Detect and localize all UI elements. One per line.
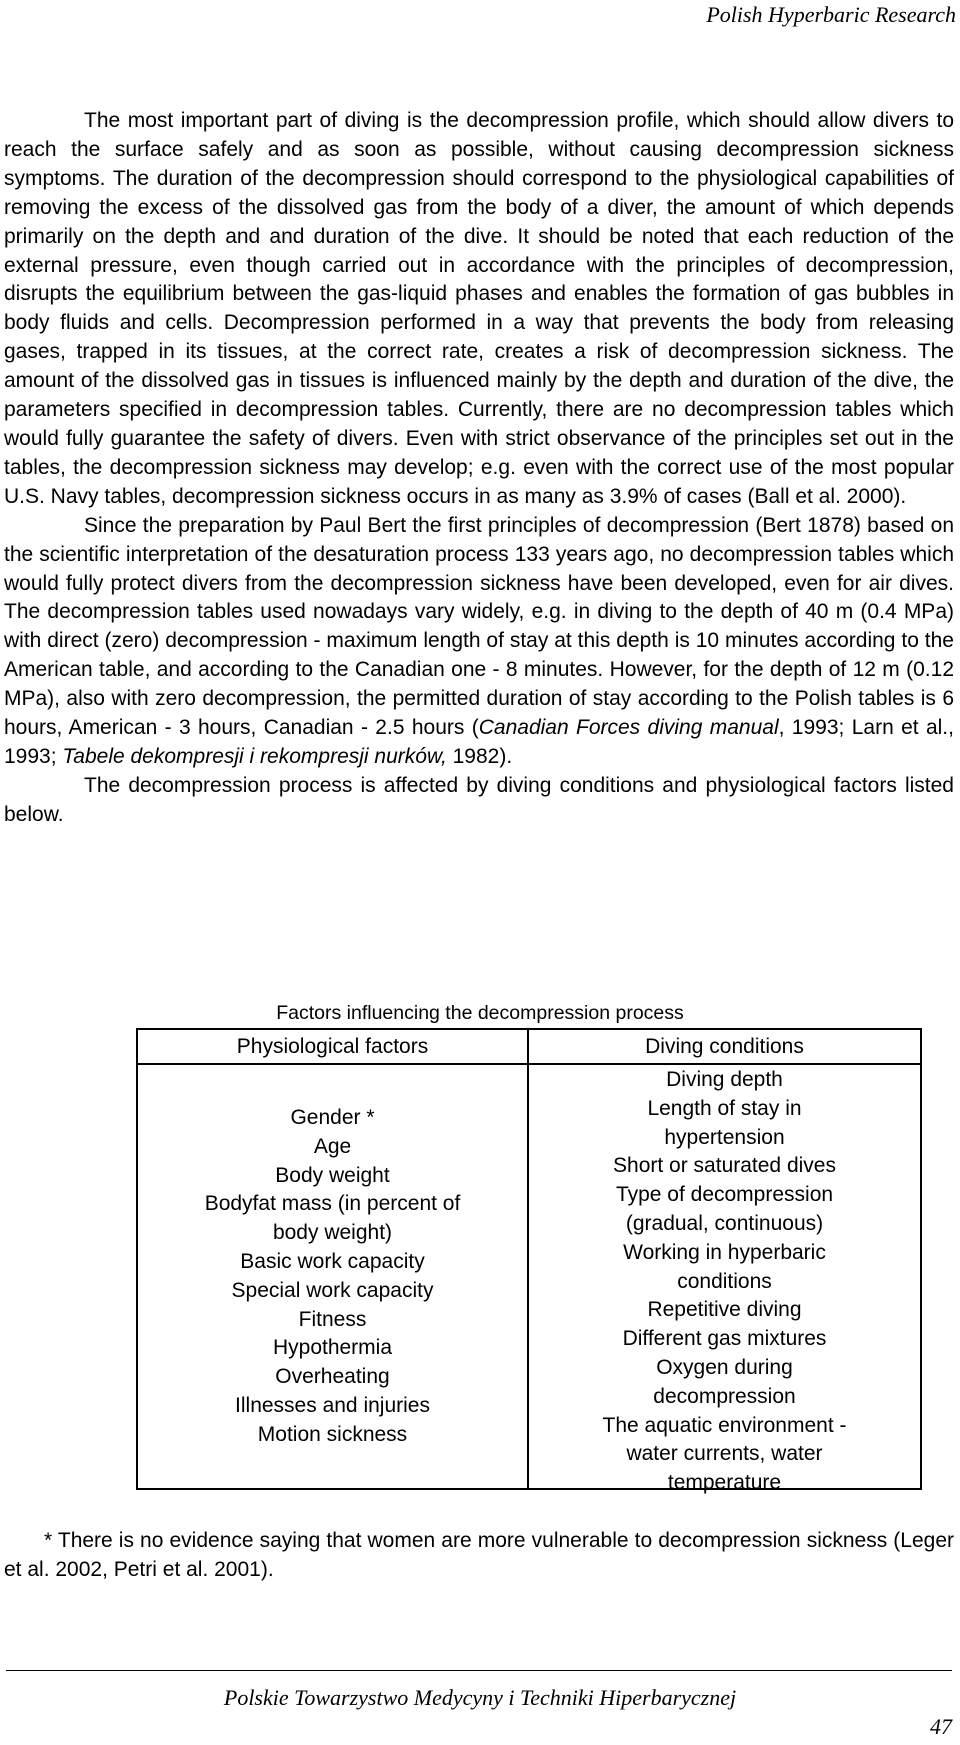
physiological-factor-item: Overheating — [275, 1365, 390, 1389]
footnote-text: * There is no evidence saying that women are more vulnerable to decompression sickness (Leger et al. 2002, Petri et al. 2001). — [4, 1529, 954, 1581]
diving-condition-item: temperature — [667, 1471, 782, 1495]
physiological-factor-item: Age — [313, 1134, 352, 1158]
paragraph-decompression-profile: The most important part of diving is the decompression profile, which should allow divers to reach the surface safely and as soon as possible, without causing decompression sickness symptoms. The duration of the decompression should correspond to the physiological capabilities of removing the excess of the dissolved gas from the body of a diver, the amount of which depends primarily on the depth and and duration of the dive. It should be noted that each reduction of the external pressure, even though carried out in accordance with the principles of decompression, disrupts the equilibrium between the gas-liquid phases and enables the formation of gas bubbles in body fluids and cells. Decompression performed in a way that prevents the body from releasing gases, trapped in its tissues, at the correct rate, creates a risk of decompression sickness. The amount of the dissolved gas in tissues is influenced mainly by the depth and duration of the dive, the parameters specified in decompression tables. Currently, there are no decompression tables which would fully guarantee the safety of divers. Even with strict observance of the principles set out in the tables, the decompression sickness may develop; e.g. even with the correct use of the most popular U.S. Navy tables, decompression sickness occurs in as many as 3.9% of cases (Ball et al. 2000). — [4, 109, 954, 508]
citation-canadian-manual: Canadian Forces diving manual — [478, 716, 779, 740]
diving-condition-item: (gradual, continuous) — [625, 1211, 824, 1235]
physiological-factor-item: Gender * — [290, 1106, 375, 1129]
physiological-factor-item: Bodyfat mass (in percent of — [204, 1192, 461, 1216]
footer-society: Polskie Towarzystwo Medycyny i Techniki Hiperbarycznej — [223, 1685, 737, 1710]
physiological-factor-item: body weight) — [272, 1221, 393, 1245]
paragraph-factors-intro: The decompression process is affected by diving conditions and physiological factors listed below. — [4, 773, 954, 826]
paragraph-paul-bert — [4, 512, 954, 772]
diving-condition-item: Different gas mixtures — [622, 1327, 827, 1351]
diving-condition-item: hypertension — [664, 1125, 785, 1149]
diving-condition-item: Oxygen during — [656, 1355, 793, 1379]
physiological-factor-item: Hypothermia — [272, 1336, 393, 1360]
diving-condition-item: Short or saturated dives — [613, 1154, 836, 1178]
paragraph-text: 1982). — [446, 744, 513, 768]
column-header-physiological: Physiological factors — [236, 1035, 429, 1058]
physiological-factor-item: Fitness — [298, 1307, 367, 1331]
paragraph-text: , 1993; Larn et al., 1993; — [4, 716, 954, 768]
article-body — [4, 107, 954, 830]
physiological-factor-item: Motion sickness — [257, 1422, 408, 1446]
paragraph-text: Since the preparation by Paul Bert the first principles of decompression (Bert 1878) based on the scientific interpretation of the desaturation process 133 years ago, no decompression tables which would fully protect divers from the decompression sickness have been developed, even for air dives. The decompression tables used nowadays vary widely, e.g. in diving to the depth of 40 m (0.4 MPa) with direct (zero) decompression - maximum length of stay at this depth is 10 minutes according to the American table, and according to the Canadian one - 8 minutes. However, for the depth of 12 m (0.12 MPa), also with zero decompression, the permitted duration of stay according to the Polish tables is 6 hours, American - 3 hours, Canadian - 2.5 hours ( — [4, 513, 954, 740]
diving-condition-item: decompression — [653, 1384, 796, 1408]
physiological-factor-item: Special work capacity — [231, 1278, 434, 1302]
factors-table — [136, 1028, 922, 1495]
footnote — [4, 1526, 954, 1584]
table-caption: Factors influencing the decompression process — [276, 1002, 684, 1024]
diving-condition-item: Length of stay in — [647, 1096, 802, 1120]
column-header-diving: Diving conditions — [645, 1035, 804, 1058]
diving-condition-item: The aquatic environment - — [602, 1413, 847, 1437]
physiological-factor-item: Body weight — [275, 1163, 390, 1187]
header-divider — [138, 1063, 920, 1065]
diving-condition-item: conditions — [677, 1269, 772, 1293]
diving-condition-item: Diving depth — [666, 1068, 783, 1091]
diving-condition-item: Working in hyperbaric — [623, 1240, 826, 1264]
footer-rule — [6, 1670, 952, 1671]
diving-condition-item: water currents, water — [626, 1442, 823, 1466]
physiological-factor-item: Illnesses and injuries — [235, 1393, 430, 1417]
diving-condition-item: Repetitive diving — [647, 1298, 802, 1322]
page-number: 47 — [930, 1714, 952, 1739]
citation-polish-tables: Tabele dekompresji i rekompresji nurków, — [62, 744, 447, 768]
diving-condition-item: Type of decompression — [615, 1183, 834, 1207]
diving-conditions-list — [529, 1066, 920, 1498]
physiological-factors-list — [138, 1104, 527, 1450]
journal-header: Polish Hyperbaric Research — [706, 2, 956, 27]
physiological-factor-item: Basic work capacity — [240, 1249, 425, 1273]
